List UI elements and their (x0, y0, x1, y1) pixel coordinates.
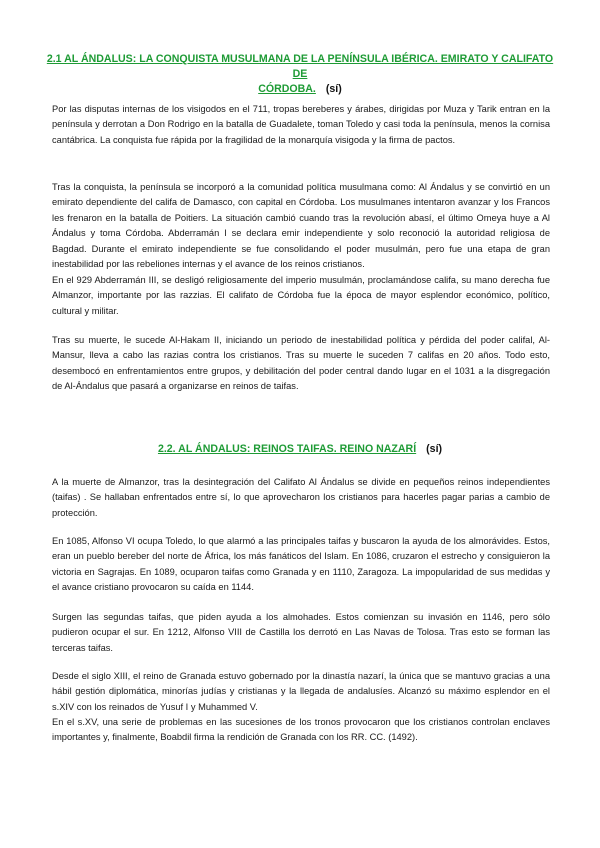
section1-paragraph-1: Por las disputas internas de los visigodos en el 711, tropas bereberes y árabes, dirigidas por Muza y Tarik entran en la península y derrotan a Don Rodrigo en la batalla de Guadalete, toman Toledo y casi toda la península, menos la cornisa cantábrica. La conquista fue rápida por la fragilidad de la monarquía visigoda y la firma de pactos. (52, 104, 550, 145)
section1-paragraph-4: Tras su muerte, le sucede Al-Hakam II, iniciando un periodo de inestabilidad política y pérdida del poder califal, Al-Mansur, lleva a cabo las razias contra los cristianos. Tras su muerte le suceden 7 califas en 20 años. Todo esto, desembocó en enfrentamientos entre grupos, y debilitación del poder central dando lugar en el 1031 a la disgregación de Al-Ándalus que pasará a organizarse en reinos de taifas. (52, 335, 550, 392)
section2-tag: (sí) (426, 443, 443, 455)
section2-paragraph-3: Surgen las segundas taifas, que piden ayuda a los almohades. Estos comienzan su invasión en 1146, pero sólo pudieron ocupar el sur. En 1212, Alfonso VIII de Castilla los derrotó en Las Navas de Tolosa. Tras esto se forman las terceras taifas. (52, 612, 550, 653)
section2-paragraph-1: A la muerte de Almanzor, tras la desintegración del Califato Al Ándalus se divide en pequeños reinos independientes (taifas) . Se hallaban enfrentados entre sí, lo que aprovecharon los cristianos para hacerles pagar parias a cambio de protección. (52, 477, 550, 518)
section1-tag: (sí) (325, 83, 342, 95)
section1-paragraph-3: En el 929 Abderramán III, se desligó religiosamente del imperio musulmán, proclamándose califa, su mano derecha fue Almanzor, importante por las razzias. El califato de Córdoba fue la época de mayor esplendor económico, político, cultural y militar. (52, 275, 550, 316)
section2-paragraph-2: En 1085, Alfonso VI ocupa Toledo, lo que alarmó a las principales taifas y buscaron la ayuda de los almorávides. Estos, eran un pueblo bereber del norte de África, los más fanáticos del Islam. En 1086, cruzaron el estrecho y consiguieron la victoria en Sagrajas. En 1089, ocuparon taifas como Granada y en 1110, Zaragoza. La impopularidad de sus medidas y el avance cristiano provocaron su caída en 1144. (52, 536, 550, 593)
section2-paragraph-5: En el s.XV, una serie de problemas en las sucesiones de los tronos provocaron que los cristianos controlan enclaves importantes y, finalmente, Boabdil firma la rendición de Granada con los RR. CC. (1492). (52, 717, 550, 743)
section2-paragraph-4: Desde el siglo XIII, el reino de Granada estuvo gobernado por la dinastía nazarí, la única que se mantuvo gracias a una hábil gestión diplomática, minorías judías y cristianas y la llegada de andalusíes. Alcanzó su máximo esplendor en el s.XIV con los reinados de Yusuf I y Muhammed V. (52, 671, 550, 712)
section2-title[interactable]: 2.2. AL ÁNDALUS: REINOS TAIFAS. REINO NAZARÍ (157, 443, 417, 455)
section2-heading (40, 442, 560, 457)
section1-title-line1[interactable]: 2.1 AL ÁNDALUS: LA CONQUISTA MUSULMANA DE LA PENÍNSULA IBÉRICA. EMIRATO Y CALIFATO DE (46, 53, 554, 80)
section1-paragraph-2: Tras la conquista, la península se incorporó a la comunidad política musulmana como: Al Ándalus y se convirtió en un emirato dependiente del califa de Damasco, con capital en Córdoba. Los musulmanes intentaron avanzar y los Francos les frenaron en la batalla de Poitiers. La situación cambió cuando tras la revolución abasí, el último Omeya huye a Al Ándalus y toma Córdoba. Abderramán I se declara emir independiente y solo reconoció la autoridad religiosa de Bagdad. Durante el emirato independiente se fue consolidando el poder musulmán, pero fue una etapa de gran inestabilidad por las rebeliones internas y el avance de los reinos cristianos. (52, 182, 550, 270)
section1-title-line2[interactable]: CÓRDOBA. (258, 83, 316, 95)
section1-heading (40, 52, 560, 97)
